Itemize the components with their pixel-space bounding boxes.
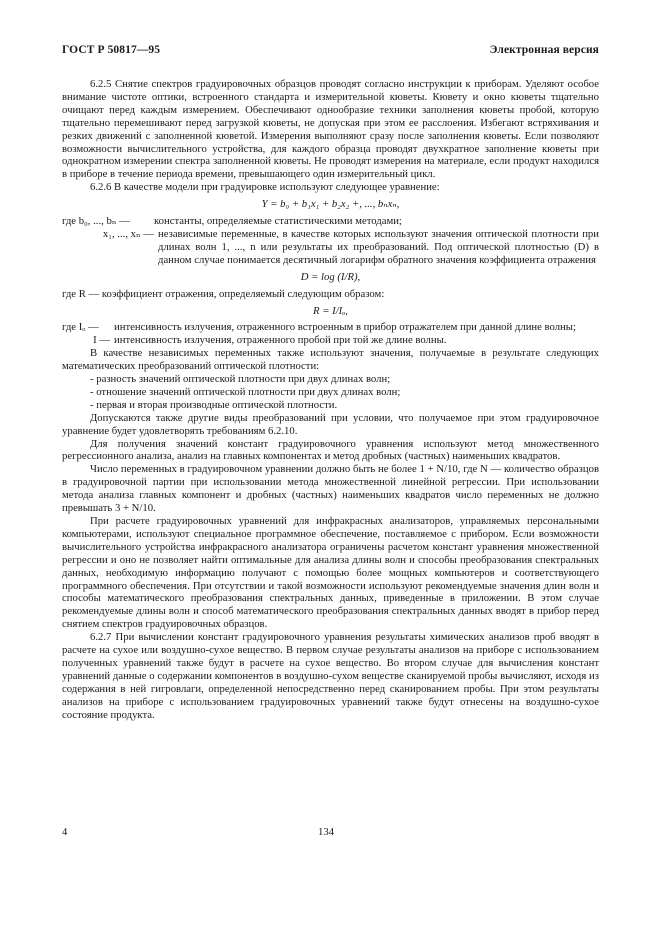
formula-d: D = log (I/R), [300,270,361,283]
definition-i [62,334,599,347]
paragraph-6-2-6: 6.2.6 В качестве модели при градуировке используют следующее уравнение: [90,181,440,194]
definition-io-label: где Iₒ — [62,321,99,334]
definition-b-text: константы, определяемые статистическими методами; [154,215,402,228]
definition-io-text: интенсивность излучения, отраженного встроенным в прибор отражателем при данной длине волны; [114,321,576,334]
definition-io [62,321,599,334]
paragraph-methods: Для получения значений констант градуировочного уравнения используют метод множественного регрессионного анализа, анализ на главных компонентах и метод дробных (частных) наименьших квадратов. [62,437,599,463]
definition-x [62,228,599,267]
paragraph-6-2-5: 6.2.5 Снятие спектров градуировочных образцов проводят согласно инструкции к приборам. Уделяют особое внимание чистоте оптики, встроенного стандарта и измерительной кюветы. Кювету и окно кюветы тщательно очищают перед каждым измерением. Обеспечивают однообразие техники заполнения кюветы пробой, которую тщательно перемешивают перед загрузкой кюветы, не допуская при этом ее расслоения. Избегают встряхивания и резких движений с заполненной кюветой. Измерения выполняют сразу после заполнения кюветы. Если позволяют возможности вычислительного устройства, для каждого образца проводят двухкратное заполнение кюветы при однократном измерении спектра заполненной кюветы. Не проводят измерения на материале, если продукт находился в приборе в течение периода времени, превышающего один измерительный цикл. [62,78,599,181]
definition-r: где R — коэффициент отражения, определяемый следующим образом: [62,287,385,300]
definition-x-text: независимые переменные, в качестве которых используют значения оптической плотности при длинах волн 1, ..., n или результаты их преобразований. Под оптической плотностью (D) в данном случае понимается десятичный логарифм обратного значения коэффициента отражения [158,227,599,266]
paragraph-independent-variables: В качестве независимых переменных также используют значения, получаемые в результате следующих математических преобразований оптической плотности: [62,347,599,373]
paragraph-allowed: Допускаются также другие виды преобразований при условии, что получаемое при этом градуировочное уравнение будет удовлетворять требованиям 6.2.10. [62,411,599,437]
list-item: - отношение значений оптической плотности при двух длинах волн; [90,385,401,398]
formula-r: R = I/Iₒ, [313,304,348,317]
definition-i-label: I — [93,334,110,347]
edition-label: Электронная версия [489,44,599,56]
definition-b [62,215,599,228]
list-item: - разность значений оптической плотности при двух длинах волн; [90,373,391,386]
list-item: - первая и вторая производные оптической плотности. [90,398,338,411]
transformations-list [62,373,599,412]
page-number: 134 [318,826,335,838]
standard-designation: ГОСТ Р 50817—95 [62,44,161,56]
footer-left-number: 4 [62,826,68,838]
paragraph-infrared: При расчете градуировочных уравнений для инфракрасных анализаторов, управляемых персональными компьютерами, используют специальное программное обеспечение, поставляемое с прибором. Если возможности вычислительного устройства инфракрасного анализатора ограничены расчетом констант уравнения множественной регрессии и оно не позволяет найти оптимальные для анализа длины волн и способы преобразования спектральных данных, необходимую информацию получают с помощью более мощных компьютеров и соответствующего программного обеспечения. При отсутствии и такой возможности используют рекомендуемые значения длин волн и способы математического преобразования спектральных данных, приведенные в приложении. В этом случае рекомендуемые длины волн и способ математического преобразования спектральных данных вводят в прибор перед снятием спектров градуировочных образцов. [62,515,599,631]
definition-x-label: x₁, ..., xₙ — [102,227,154,240]
document-body [62,78,599,722]
definition-i-text: интенсивность излучения, отраженного пробой при той же длине волны. [114,334,447,347]
paragraph-6-2-7: 6.2.7 При вычислении констант градуировочного уравнения результаты химических анализов проб вводят в расчете на сухое или воздушно-сухое вещество. В первом случае результаты анализов на приборе с использованием полученных уравнений также будут в расчете на сухое вещество. Во втором случае для вычисления констант уравнений данные о содержании компонентов в воздушно-сухом веществе сканируемой пробы вычисляют, исходя из содержания в ней гигровлаги, определенной непосредственно перед сканированием пробы. При этом результаты анализов на приборе с использованием градуировочных уравнений также будут отнесены на воздушно-сухое состояние продукта. [62,631,599,721]
paragraph-variable-count: Число переменных в градуировочном уравнении должно быть не более 1 + N/10, где N — количество образцов в градуировочной партии при использовании метода множественной линейной регрессии. При использовании метода анализа главных компонент и дробных (частных) наименьших квадратов число переменных не должно превышать 3 + N/10. [62,463,599,515]
definition-b-label: где b₀, ..., bₙ — [62,215,130,228]
formula-model: Y = b₀ + b₁x₁ + b₂x₂ +, ..., bₙxₙ, [261,198,400,211]
